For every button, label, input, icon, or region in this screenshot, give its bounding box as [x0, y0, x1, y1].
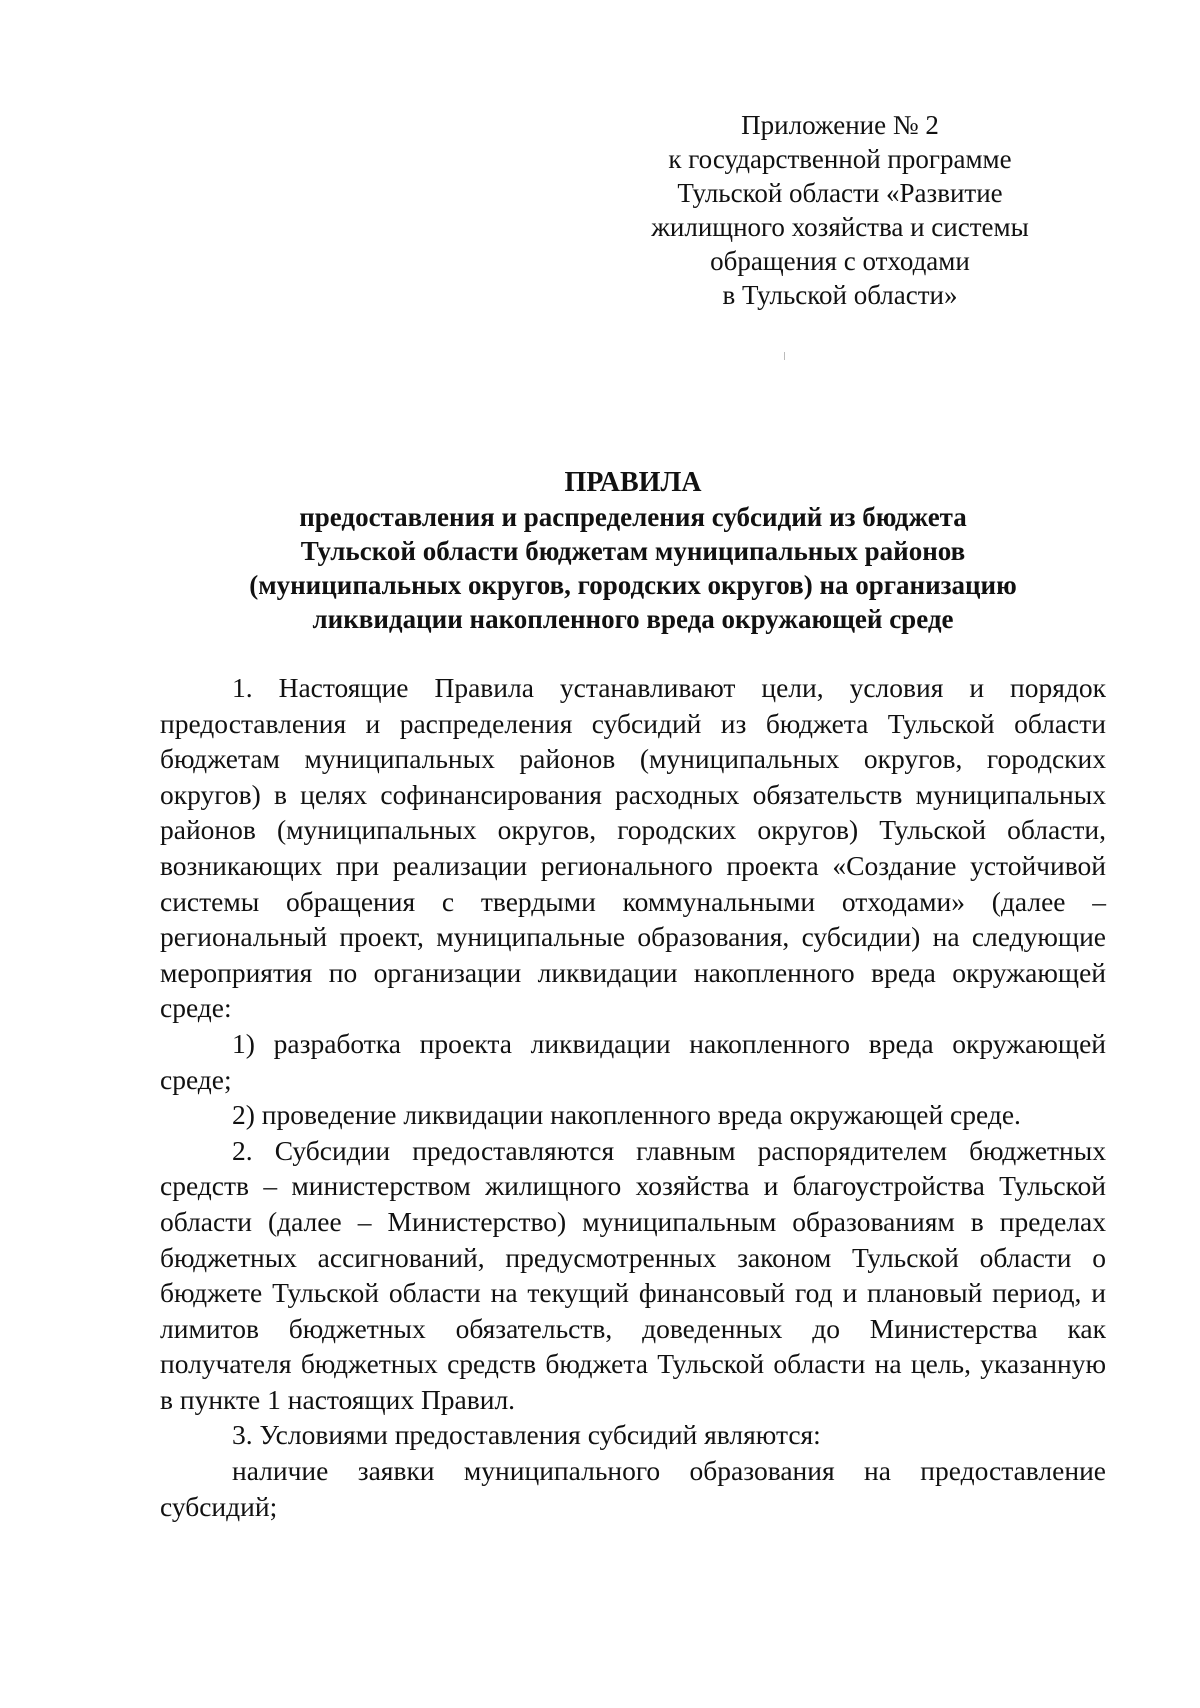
paragraph: наличие заявки муниципального образования на предоставление субсидий; [160, 1455, 1106, 1522]
document-subtitle-line: предоставления и распределения субсидий из бюджета [299, 502, 967, 532]
paragraph: 1) разработка проекта ликвидации накопленного вреда окружающей среде; [160, 1027, 1106, 1095]
document-title-block [160, 466, 1106, 636]
paragraph: 3. Условиями предоставления субсидий являются: [232, 1419, 821, 1451]
paragraph: 2. Субсидии предоставляются главным распорядителем бюджетных средств – министерством жилищного хозяйства и благоустройства Тульской области (далее – Министерство) муниципальным образованиям в пределах бюджетных ассигнований, предусмотренных законом Тульской области о бюджете Тульской области на текущий финансовый год и плановый период, и лимитов бюджетных обязательств, доведенных до Министерства как получателя бюджетных средств бюджета Тульской области на цель, указанную в пункте 1 настоящих Правил. [160, 1134, 1106, 1415]
document-title: ПРАВИЛА [564, 467, 702, 498]
appendix-line: Приложение № 2 [741, 110, 939, 140]
appendix-line: в Тульской области» [722, 280, 958, 310]
document-body [160, 670, 1106, 1524]
paragraph: 1. Настоящие Правила устанавливают цели, условия и порядок предоставления и распределения субсидий из бюджета Тульской области бюджетам муниципальных районов (муниципальных округов, городских округов) в целях софинансирования расходных обязательств муниципальных районов (муниципальных округов, городских округов) Тульской области, возникающих при реализации регионального проекта «Создание устойчивой системы обращения с твердыми коммунальными отходами» (далее – региональный проект, муниципальные образования, субсидии) на следующие мероприятия по организации ликвидации накопленного вреда окружающей среде: [160, 672, 1106, 1024]
appendix-line: обращения с отходами [710, 246, 970, 276]
appendix-line: Тульской области «Развитие [677, 178, 1003, 208]
scan-mark [784, 352, 785, 360]
document-subtitle-line: (муниципальных округов, городских округов) на организацию [249, 570, 1017, 600]
appendix-header [620, 108, 1060, 312]
appendix-line: жилищного хозяйства и системы [651, 212, 1029, 242]
appendix-line: к государственной программе [668, 144, 1012, 174]
document-subtitle-line: Тульской области бюджетам муниципальных районов [300, 536, 966, 566]
paragraph: 2) проведение ликвидации накопленного вреда окружающей среде. [232, 1099, 1021, 1131]
document-subtitle-line: ликвидации накопленного вреда окружающей среде [312, 604, 954, 634]
